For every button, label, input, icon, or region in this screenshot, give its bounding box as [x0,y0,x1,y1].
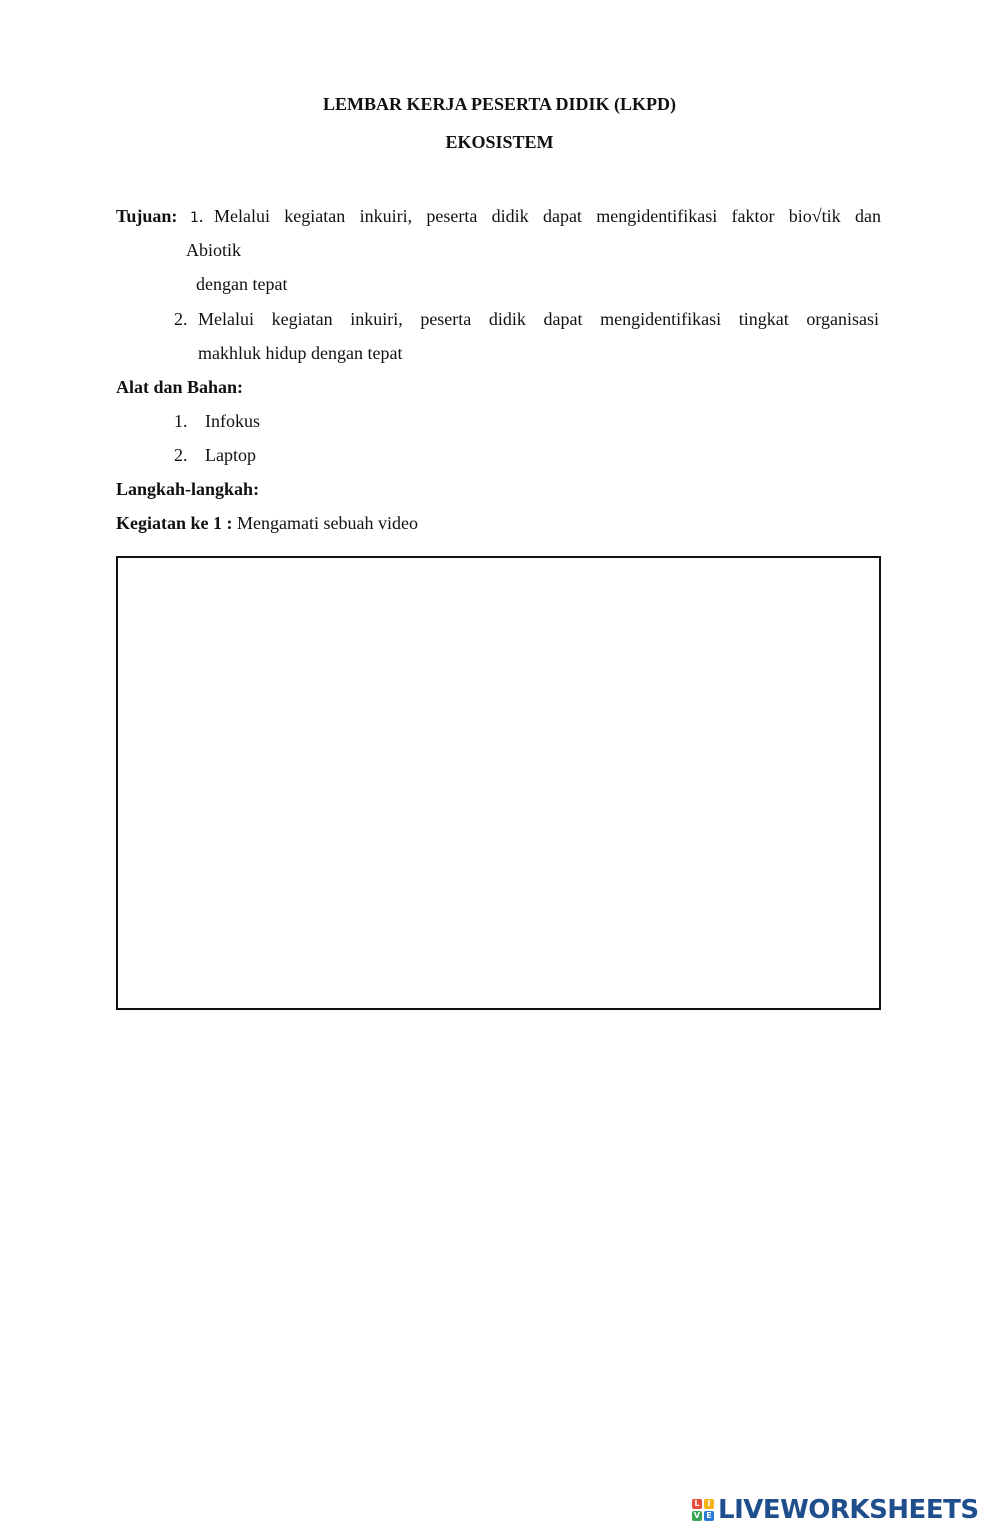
word: peserta [426,206,478,226]
tujuan-item1-line1 [214,206,881,227]
liveworksheets-text: LIVEWORKSHEETS [718,1495,979,1525]
word: mengidentifikasi [600,309,722,329]
alat-item-number: 1. [174,411,188,431]
word: kegiatan [271,309,333,329]
word: bio√tik [788,206,841,226]
alat-bahan-label: Alat dan Bahan: [116,377,244,397]
liveworksheets-watermark [692,1492,979,1528]
kegiatan1-line [116,513,418,534]
word: organisasi [806,309,879,329]
word: didik [488,309,526,329]
word: inkuiri, [350,309,403,329]
word: Melalui [214,206,270,226]
alat-item-number: 2. [174,445,188,465]
tujuan-item2-line1 [198,309,879,330]
video-placeholder-box[interactable] [116,556,881,1010]
alat-item-text: Infokus [205,411,260,431]
kegiatan1-label: Kegiatan ke 1 : [116,513,233,533]
alat-item-text: Laptop [205,445,256,465]
liveworksheets-logo-icon [692,1499,714,1521]
word: dapat [542,206,582,226]
tujuan-item1-line3: dengan tepat [196,274,288,294]
worksheet-subtitle: EKOSISTEM [445,132,554,152]
logo-letter-l: L [692,1499,702,1509]
word: kegiatan [284,206,346,226]
tujuan-item1-number: 1. [190,206,204,226]
tujuan-label: Tujuan: [116,206,178,226]
word: mengidentifikasi [596,206,718,226]
tujuan-item1-line2: Abiotik [186,240,242,260]
langkah-label: Langkah-langkah: [116,479,260,499]
word: dapat [543,309,583,329]
logo-letter-i: I [704,1499,714,1509]
tujuan-item2-number: 2. [174,309,188,329]
logo-letter-e: E [704,1511,714,1521]
worksheet-title: LEMBAR KERJA PESERTA DIDIK (LKPD) [322,94,677,114]
word: didik [491,206,529,226]
word: peserta [420,309,472,329]
word: dan [854,206,881,226]
kegiatan1-text: Mengamati sebuah video [237,513,418,533]
word: inkuiri, [359,206,413,226]
tujuan-item1-number-text: 1 [190,210,199,226]
word: faktor [731,206,775,226]
logo-letter-v: V [693,1511,701,1520]
word: tingkat [738,309,789,329]
word: Melalui [198,309,254,329]
tujuan-item2-line2: makhluk hidup dengan tepat [198,343,403,363]
